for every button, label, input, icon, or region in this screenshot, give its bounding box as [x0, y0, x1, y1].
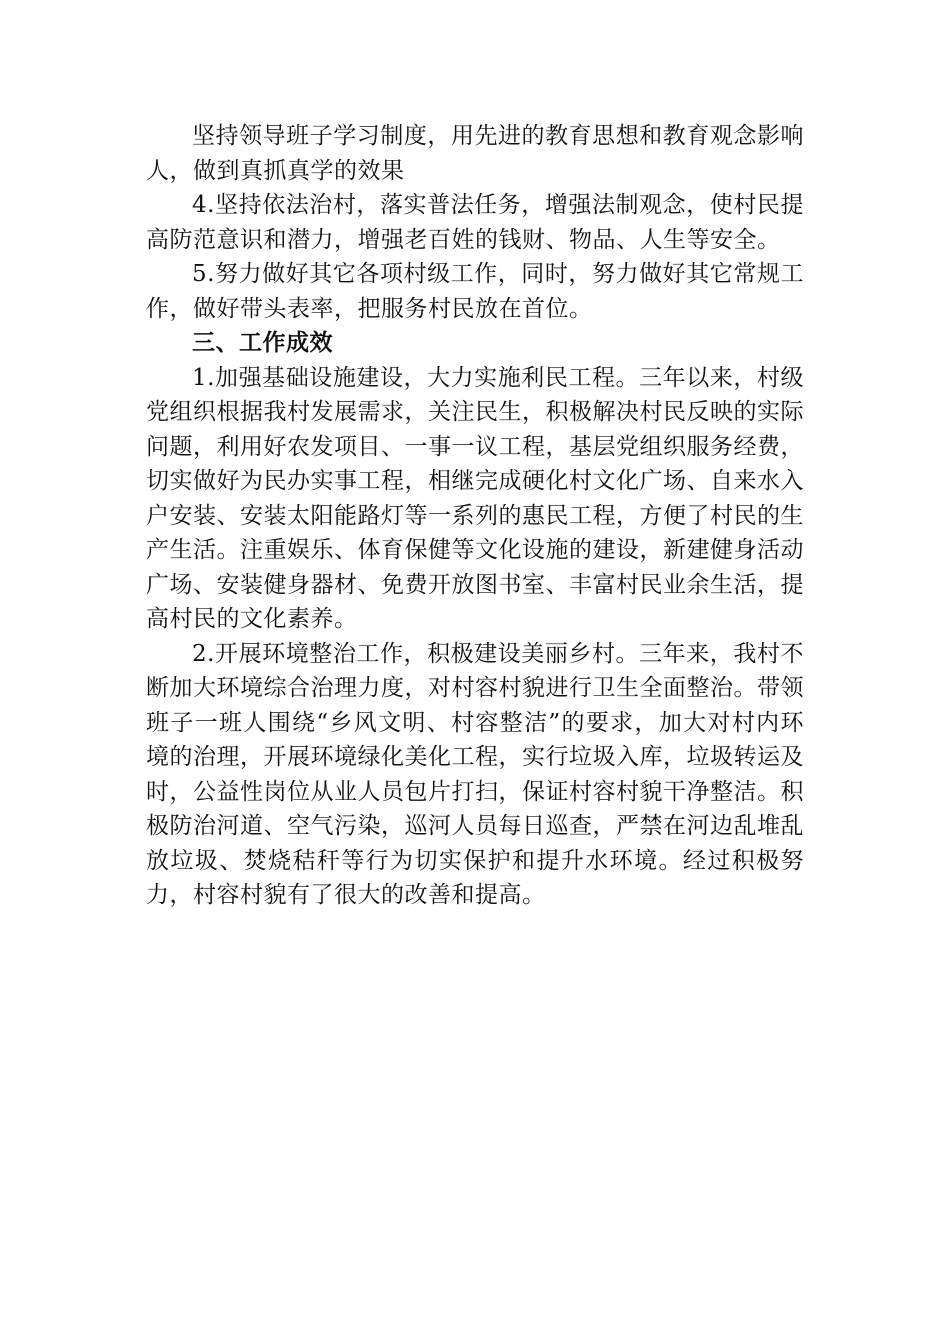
paragraph-infrastructure: 1.加强基础设施建设，大力实施利民工程。三年以来，村级党组织根据我村发展需求，关注民生，积极解决村民反映的实际问题，利用好农发项目、一事一议工程，基层党组织服务经费，切实做好为民办实事工程，相继完成硬化村文化广场、自来水入户安装、安装太阳能路灯等一系列的惠民工程，方便了村民的生产生活。注重娱乐、体育保健等文化设施的建设，新建健身活动广场、安装健身器材、免费开放图书室、丰富村民业余生活，提高村民的文化素养。	[146, 364, 804, 632]
section-heading: 三、工作成效	[192, 330, 333, 356]
paragraph-other-work: 5.努力做好其它各项村级工作，同时，努力做好其它常规工作，做好带头表率，把服务村民放在首位。	[146, 261, 804, 322]
document-body	[146, 119, 804, 913]
paragraph-study-system: 坚持领导班子学习制度，用先进的教育思想和教育观念影响人，做到真抓真学的效果	[146, 123, 804, 184]
paragraph-environment: 2.开展环境整治工作，积极建设美丽乡村。三年来，我村不断加大环境综合治理力度，对村容村貌进行卫生全面整治。带领班子一班人围绕“乡风文明、村容整洁”的要求，加大对村内环境的治理，开展环境绿化美化工程，实行垃圾入库，垃圾转运及时，公益性岗位从业人员包片打扫，保证村容村貌干净整洁。积极防治河道、空气污染，巡河人员每日巡查，严禁在河边乱堆乱放垃圾、焚烧秸秆等行为切实保护和提升水环境。经过积极努力，村容村貌有了很大的改善和提高。	[146, 640, 804, 908]
paragraph-rule-of-law: 4.坚持依法治村，落实普法任务，增强法制观念，使村民提高防范意识和潜力，增强老百姓的钱财、物品、人生等安全。	[146, 192, 804, 253]
